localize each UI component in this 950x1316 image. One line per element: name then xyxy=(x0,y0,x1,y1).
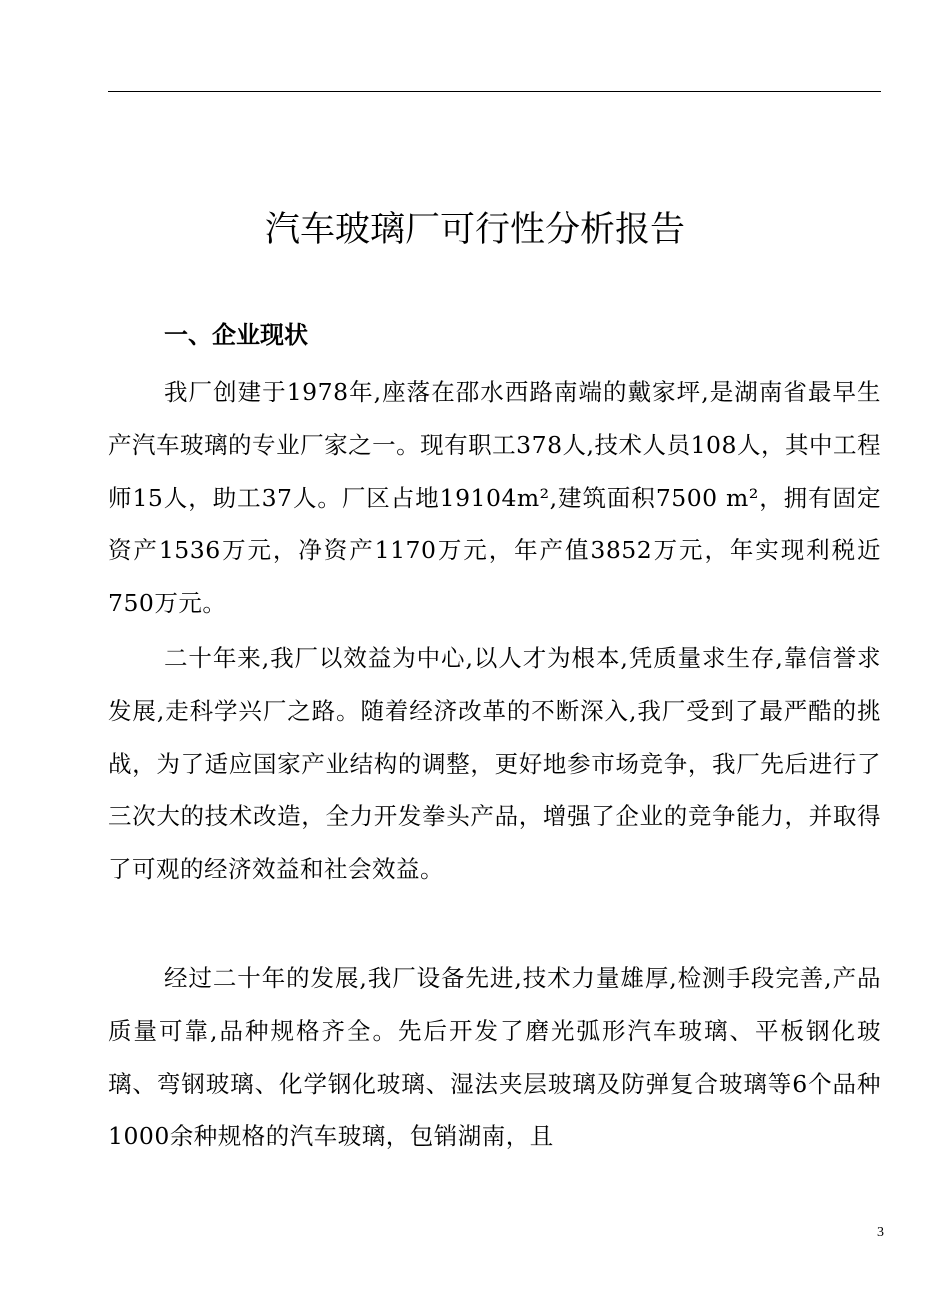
section-heading: 一、企业现状 xyxy=(164,321,308,349)
paragraph-1: 我厂创建于1978年,座落在邵水西路南端的戴家坪,是湖南省最早生产汽车玻璃的专业厂家之一。现有职工378人,技术人员108人，其中工程师15人，助工37人。厂区占地19104m²,建筑面积7500 m²，拥有固定资产1536万元，净资产1170万元，年产值3852万元，年实现利税近750万元。 xyxy=(108,378,881,618)
paragraph-3: 经过二十年的发展,我厂设备先进,技术力量雄厚,检测手段完善,产品质量可靠,品种规格齐全。先后开发了磨光弧形汽车玻璃、平板钢化玻璃、弯钢玻璃、化学钢化玻璃、湿法夹层玻璃及防弹复合玻璃等6个品种1000余种规格的汽车玻璃，包销湖南，且 xyxy=(108,964,881,1151)
page-number: 3 xyxy=(877,1225,884,1240)
document-title: 汽车玻璃厂可行性分析报告 xyxy=(264,210,685,250)
header-rule xyxy=(108,91,881,92)
paragraph-2: 二十年来,我厂以效益为中心,以人才为根本,凭质量求生存,靠信誉求发展,走科学兴厂之路。随着经济改革的不断深入,我厂受到了最严酷的挑战，为了适应国家产业结构的调整，更好地参市场竞争，我厂先后进行了三次大的技术改造，全力开发拳头产品，增强了企业的竞争能力，并取得了可观的经济效益和社会效益。 xyxy=(108,644,881,884)
